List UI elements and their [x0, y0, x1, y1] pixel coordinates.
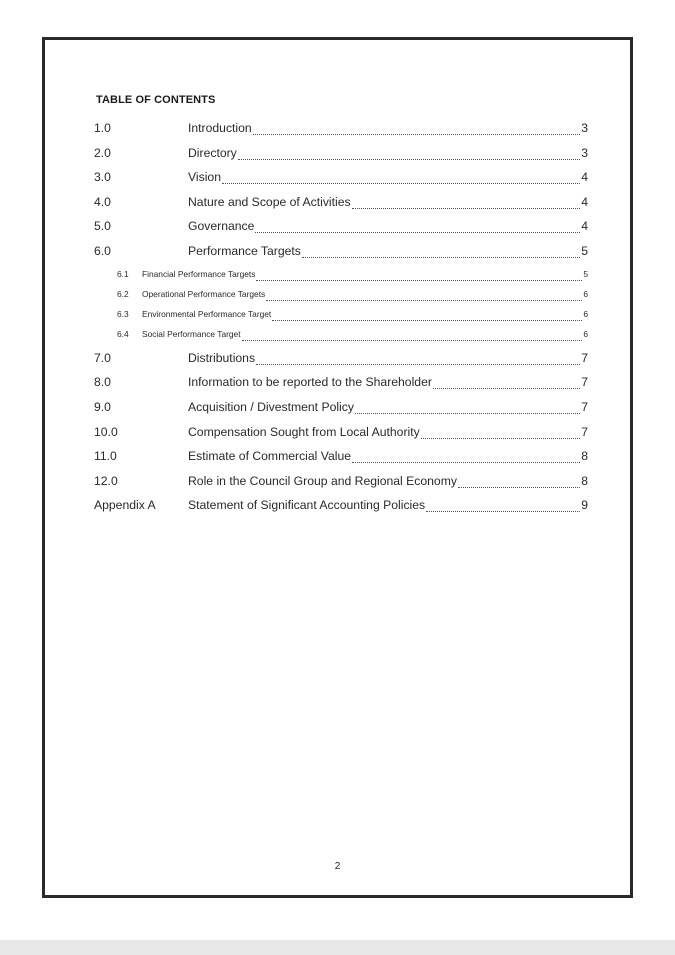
toc-entry-number: 7.0	[94, 351, 111, 365]
toc-entry-page: 6	[583, 289, 588, 299]
toc-entry-number: 10.0	[94, 425, 118, 439]
toc-entry-number: 4.0	[94, 195, 111, 209]
toc-entry-number: 3.0	[94, 170, 111, 184]
toc-entry-label: Distributions	[188, 351, 256, 365]
toc-entry-page: 9	[581, 498, 588, 512]
toc-entry-number: 6.1	[117, 269, 129, 279]
toc-entry-page: 6	[583, 329, 588, 339]
toc-entry-number: 9.0	[94, 400, 111, 414]
document-page	[42, 37, 633, 898]
toc-entry	[94, 244, 588, 262]
toc-entry	[94, 449, 588, 467]
toc-title: TABLE OF CONTENTS	[96, 94, 216, 106]
toc-entry-page: 4	[581, 219, 588, 233]
dot-leader	[253, 134, 581, 135]
dot-leader	[272, 320, 582, 321]
dot-leader	[352, 208, 581, 209]
toc-entry	[94, 375, 588, 393]
toc-entry-label: Performance Targets	[188, 244, 301, 258]
dot-leader	[238, 159, 580, 160]
toc-entry-page: 4	[581, 195, 588, 209]
toc-entry-number: 12.0	[94, 474, 118, 488]
toc-entry-label: Operational Performance Targets	[142, 289, 266, 299]
dot-leader	[355, 413, 580, 414]
toc-entry	[94, 425, 588, 443]
toc-entry-page: 7	[581, 351, 588, 365]
dot-leader	[426, 511, 580, 512]
toc-entry-label: Statement of Significant Accounting Policies	[188, 498, 426, 512]
dot-leader	[242, 340, 583, 341]
toc-entry-label: Financial Performance Targets	[142, 269, 256, 279]
toc-entry	[117, 289, 588, 303]
toc-entry-number: 6.3	[117, 309, 129, 319]
toc-entry-label: Role in the Council Group and Regional Economy	[188, 474, 457, 488]
toc-entry-label: Acquisition / Divestment Policy	[188, 400, 354, 414]
toc-entry	[94, 219, 588, 237]
scan-edge	[0, 940, 675, 955]
dot-leader	[302, 257, 580, 258]
toc-entry-number: 8.0	[94, 375, 111, 389]
toc-entry-page: 3	[581, 146, 588, 160]
toc-entry-page: 8	[581, 474, 588, 488]
toc-entry-page: 5	[583, 269, 588, 279]
dot-leader	[255, 232, 580, 233]
toc-entry-page: 6	[583, 309, 588, 319]
toc-entry-label: Compensation Sought from Local Authority	[188, 425, 420, 439]
toc-entry	[94, 400, 588, 418]
dot-leader	[222, 183, 580, 184]
toc-entry-page: 8	[581, 449, 588, 463]
toc-entry-page: 7	[581, 375, 588, 389]
toc-entry-label: Vision	[188, 170, 221, 184]
dot-leader	[421, 438, 581, 439]
toc-entry	[94, 170, 588, 188]
toc-entry-page: 3	[581, 121, 588, 135]
dot-leader	[256, 364, 580, 365]
toc-entry-label: Estimate of Commercial Value	[188, 449, 352, 463]
toc-entry-label: Directory	[188, 146, 237, 160]
toc-entry-label: Environmental Performance Target	[142, 309, 272, 319]
toc-entry	[94, 351, 588, 369]
toc-entry	[117, 269, 588, 283]
toc-entry-label: Information to be reported to the Shareholder	[188, 375, 432, 389]
toc-entry-page: 5	[581, 244, 588, 258]
toc-entry-page: 7	[581, 400, 588, 414]
toc-entry-number: 2.0	[94, 146, 111, 160]
dot-leader	[433, 388, 580, 389]
dot-leader	[266, 300, 582, 301]
toc-entry-number: 6.4	[117, 329, 129, 339]
toc-entry	[94, 474, 588, 492]
toc-entry-label: Social Performance Target	[142, 329, 241, 339]
page-number: 2	[334, 861, 341, 872]
toc-entry-number: 11.0	[94, 449, 117, 463]
toc-entry-number: 5.0	[94, 219, 111, 233]
toc-entry-number: Appendix A	[94, 498, 156, 512]
toc-entry-label: Nature and Scope of Activities	[188, 195, 351, 209]
toc-entry-number: 6.2	[117, 289, 129, 299]
toc-entry	[94, 121, 588, 139]
toc-entry	[117, 309, 588, 323]
dot-leader	[352, 462, 580, 463]
toc-entry	[94, 498, 588, 516]
toc-entry-number: 1.0	[94, 121, 111, 135]
toc-entry	[117, 329, 588, 343]
dot-leader	[458, 487, 580, 488]
toc-entry-page: 7	[581, 425, 588, 439]
toc-entry-label: Introduction	[188, 121, 252, 135]
toc-entry-number: 6.0	[94, 244, 111, 258]
toc-entry	[94, 195, 588, 213]
toc-entry	[94, 146, 588, 164]
dot-leader	[256, 280, 582, 281]
toc-entry-label: Governance	[188, 219, 255, 233]
toc-entry-page: 4	[581, 170, 588, 184]
